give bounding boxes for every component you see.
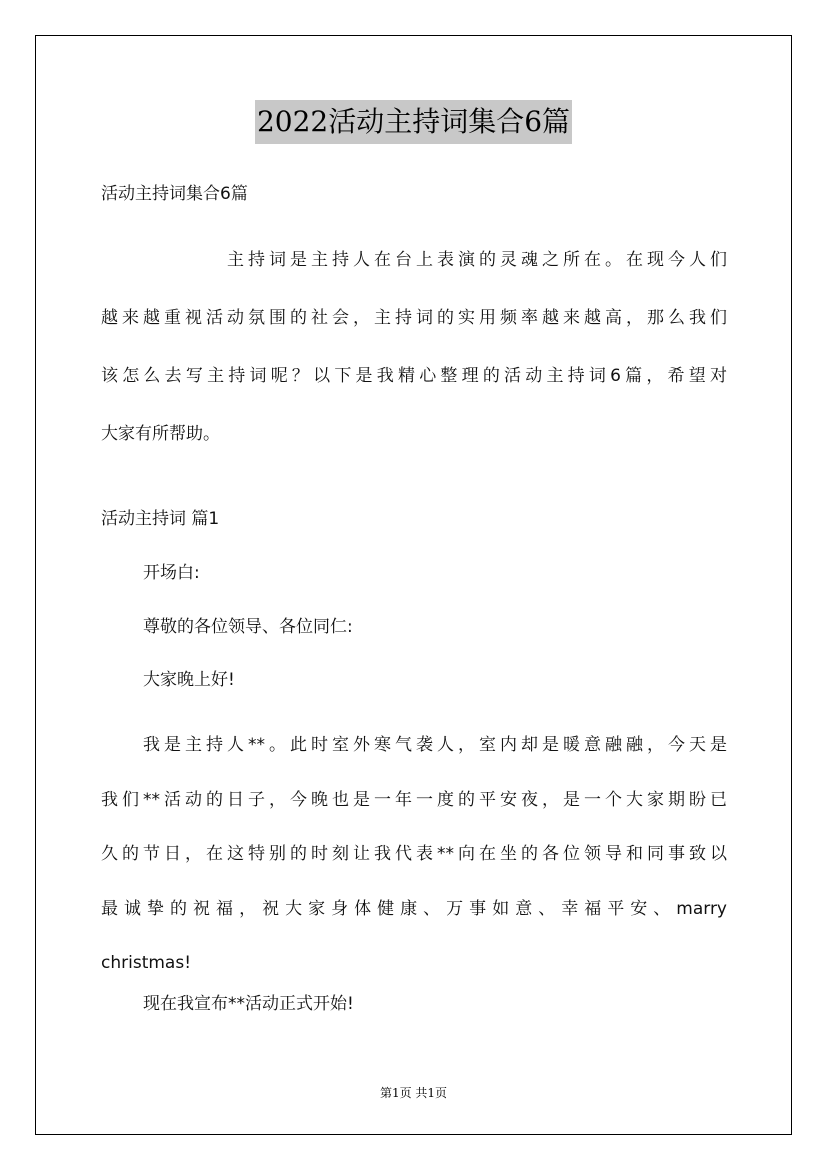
intro-paragraph [101,231,727,463]
speech-line: 最诚挚的祝福，祝大家身体健康、万事如意、幸福平安、marry [101,898,727,919]
intro-line: 主持词是主持人在台上表演的灵魂之所在。在现今人们 [227,250,727,270]
greeting-line: 大家晚上好! [143,670,235,690]
speech-paragraph [101,718,727,991]
speech-line: christmas! [101,953,192,973]
section-heading: 活动主持词 篇1 [101,509,220,529]
intro-line: 大家有所帮助。 [101,424,220,444]
intro-line: 该怎么去写主持词呢？以下是我精心整理的活动主持词6篇，希望对 [101,366,727,386]
announcement: 现在我宣布**活动正式开始! [143,994,354,1014]
greeting-line: 尊敬的各位领导、各位同仁: [143,617,353,637]
intro-line: 越来越重视活动氛围的社会，主持词的实用频率越来越高，那么我们 [101,308,727,328]
speech-line: 久的节日，在这特别的时刻让我代表**向在坐的各位领导和同事致以 [101,844,727,864]
document-subtitle: 活动主持词集合6篇 [101,184,248,204]
page-footer: 第1页 共1页 [379,1086,448,1100]
speech-line: 我们**活动的日子，今晚也是一年一度的平安夜，是一个大家期盼已 [101,789,727,810]
opening-label: 开场白: [143,563,200,583]
speech-line: 我是主持人**。此时室外寒气袭人，室内却是暖意融融，今天是 [143,735,727,755]
document-title-block [0,100,827,144]
document-title: 2022活动主持词集合6篇 [255,100,572,144]
